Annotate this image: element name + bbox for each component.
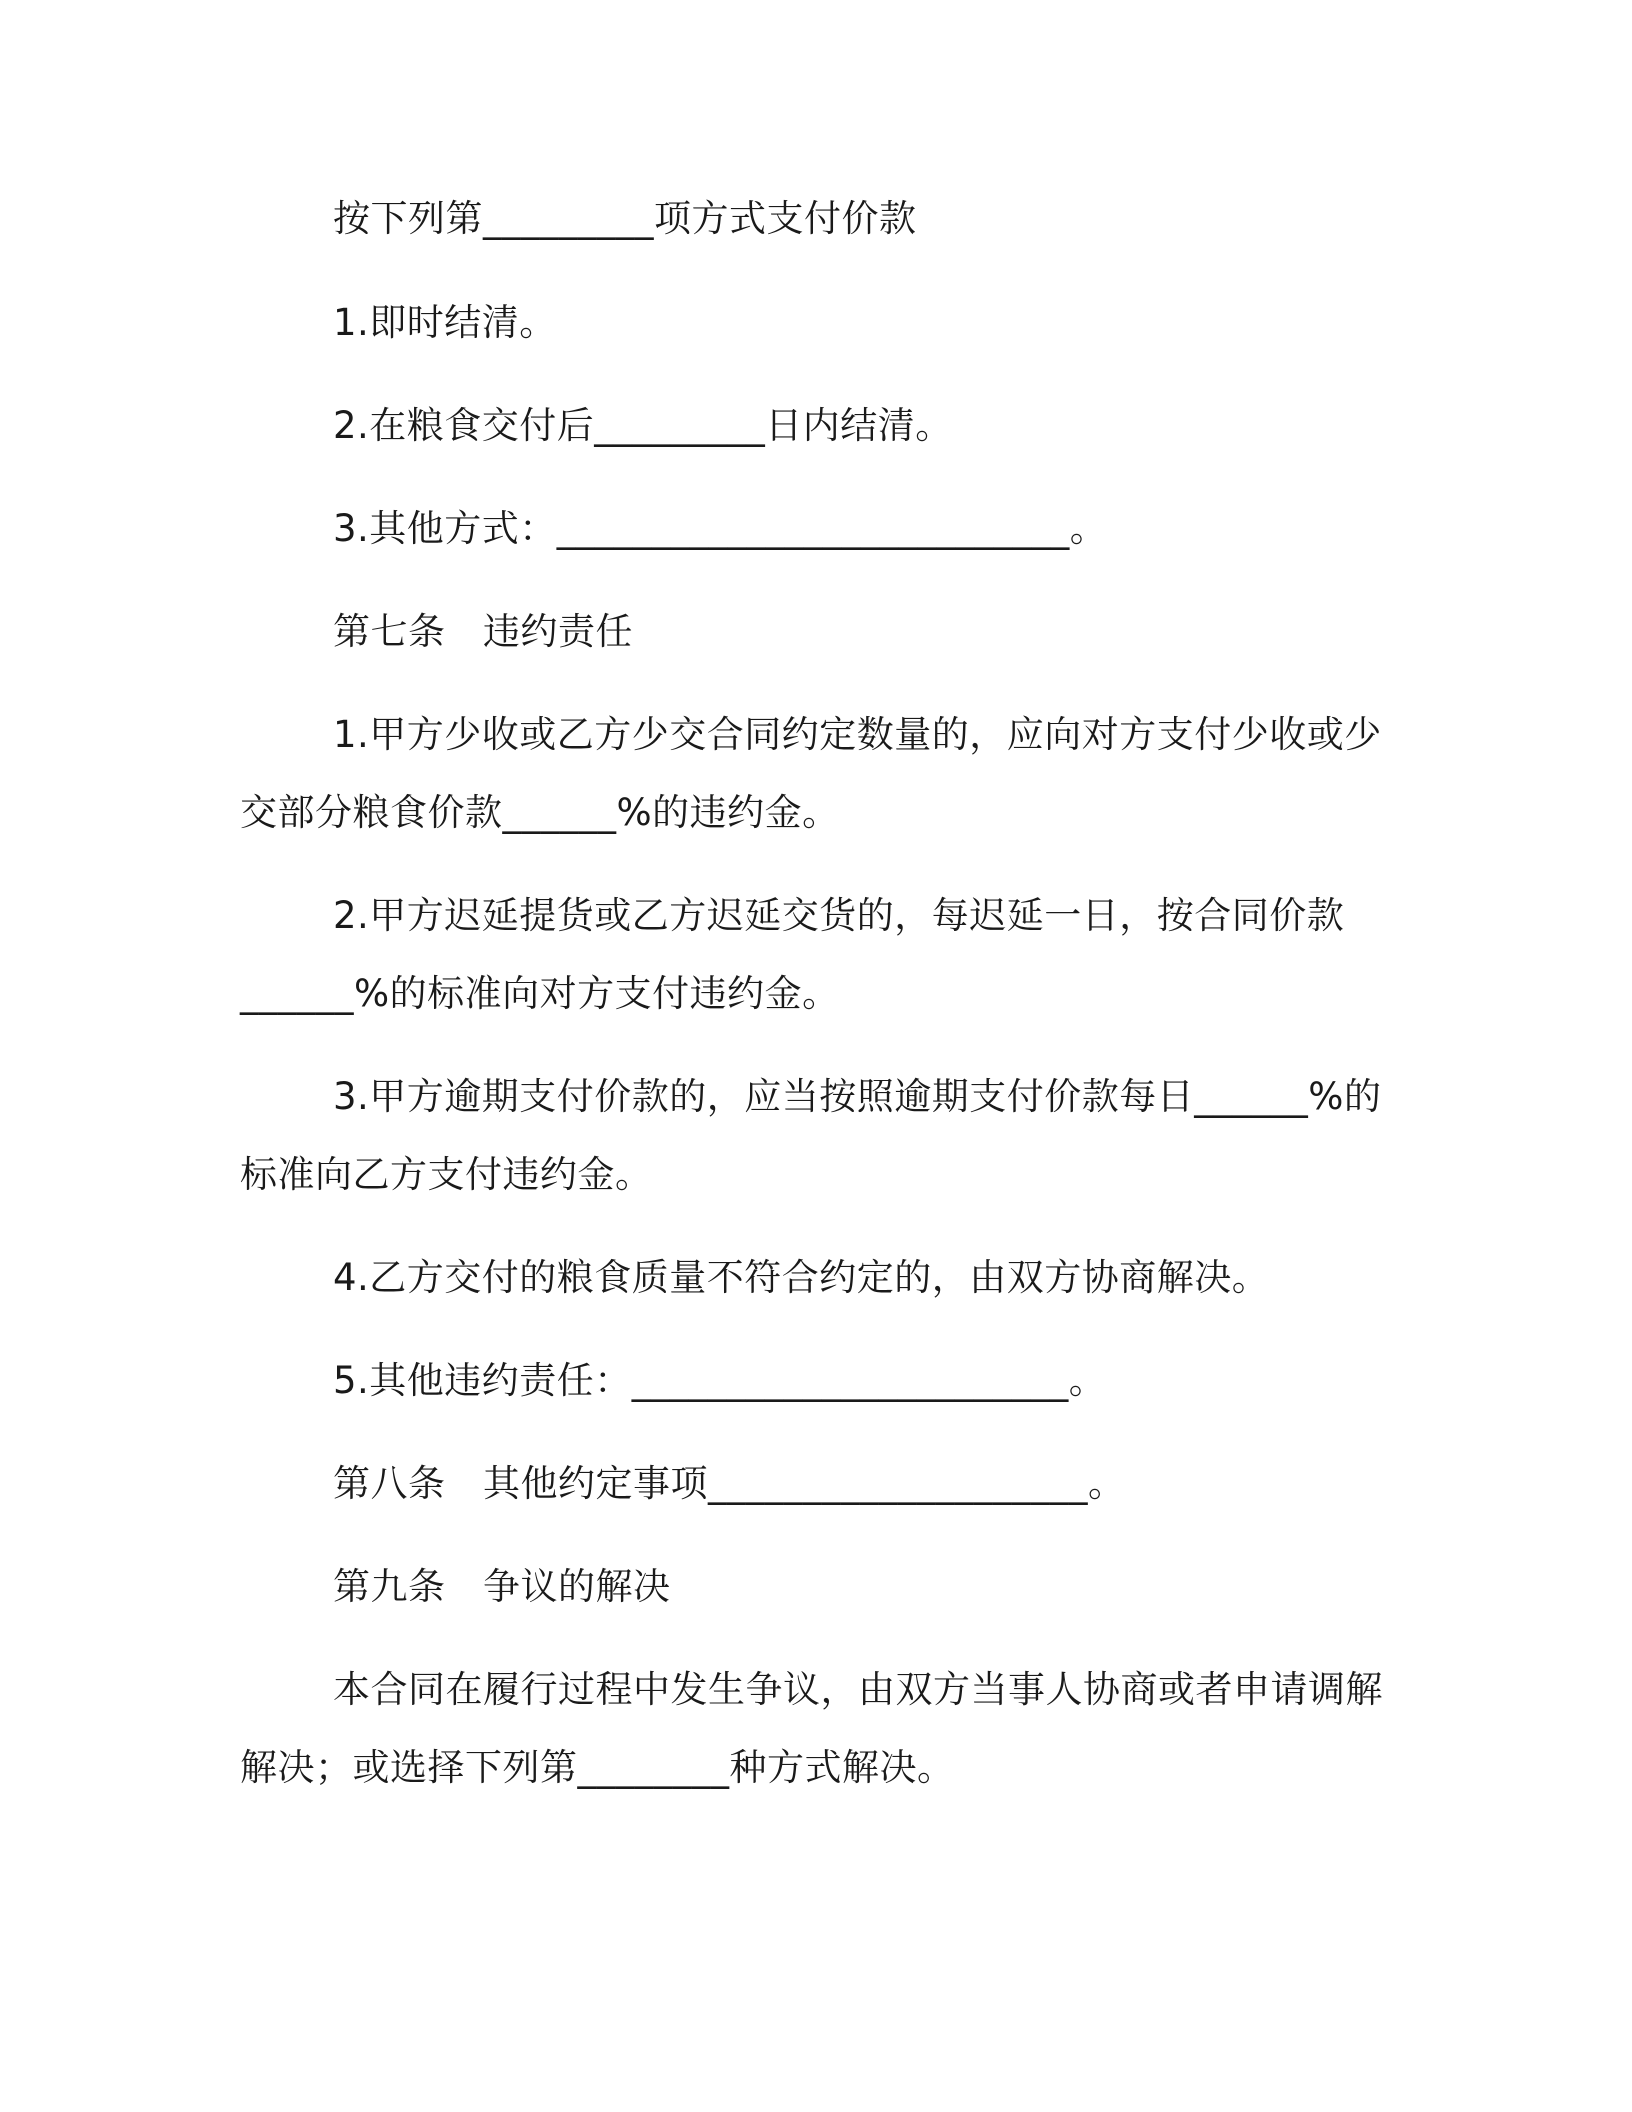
- payment-method-heading: 按下列第_________项方式支付价款: [333, 197, 917, 240]
- liability-clause-4: 4.乙方交付的粮食质量不符合约定的，由双方协商解决。: [333, 1256, 1270, 1299]
- article-8-heading: 第八条 其他约定事项____________________。: [333, 1462, 1126, 1505]
- article-7-heading: 第七条 违约责任: [333, 610, 633, 653]
- liability-clause-5: 5.其他违约责任：_______________________。: [333, 1359, 1107, 1402]
- article-9-heading: 第九条 争议的解决: [333, 1565, 671, 1608]
- liability-clause-1-line-1: 1.甲方少收或乙方少交合同约定数量的，应向对方支付少收或少: [333, 713, 1382, 756]
- payment-option-1: 1.即时结清。: [333, 301, 557, 344]
- dispute-clause-line-1: 本合同在履行过程中发生争议，由双方当事人协商或者申请调解: [333, 1668, 1383, 1711]
- payment-option-3: 3.其他方式：___________________________。: [333, 507, 1108, 550]
- payment-option-2: 2.在粮食交付后_________日内结清。: [333, 404, 953, 447]
- dispute-clause-line-2: 解决；或选择下列第________种方式解决。: [240, 1746, 955, 1789]
- liability-clause-2-line-2: ______%的标准向对方支付违约金。: [240, 972, 840, 1015]
- liability-clause-3-line-1: 3.甲方逾期支付价款的，应当按照逾期支付价款每日______%的: [333, 1075, 1382, 1118]
- liability-clause-1-line-2: 交部分粮食价款______%的违约金。: [240, 791, 840, 834]
- liability-clause-2-line-1: 2.甲方迟延提货或乙方迟延交货的，每迟延一日，按合同价款: [333, 894, 1345, 937]
- liability-clause-3-line-2: 标准向乙方支付违约金。: [240, 1153, 653, 1196]
